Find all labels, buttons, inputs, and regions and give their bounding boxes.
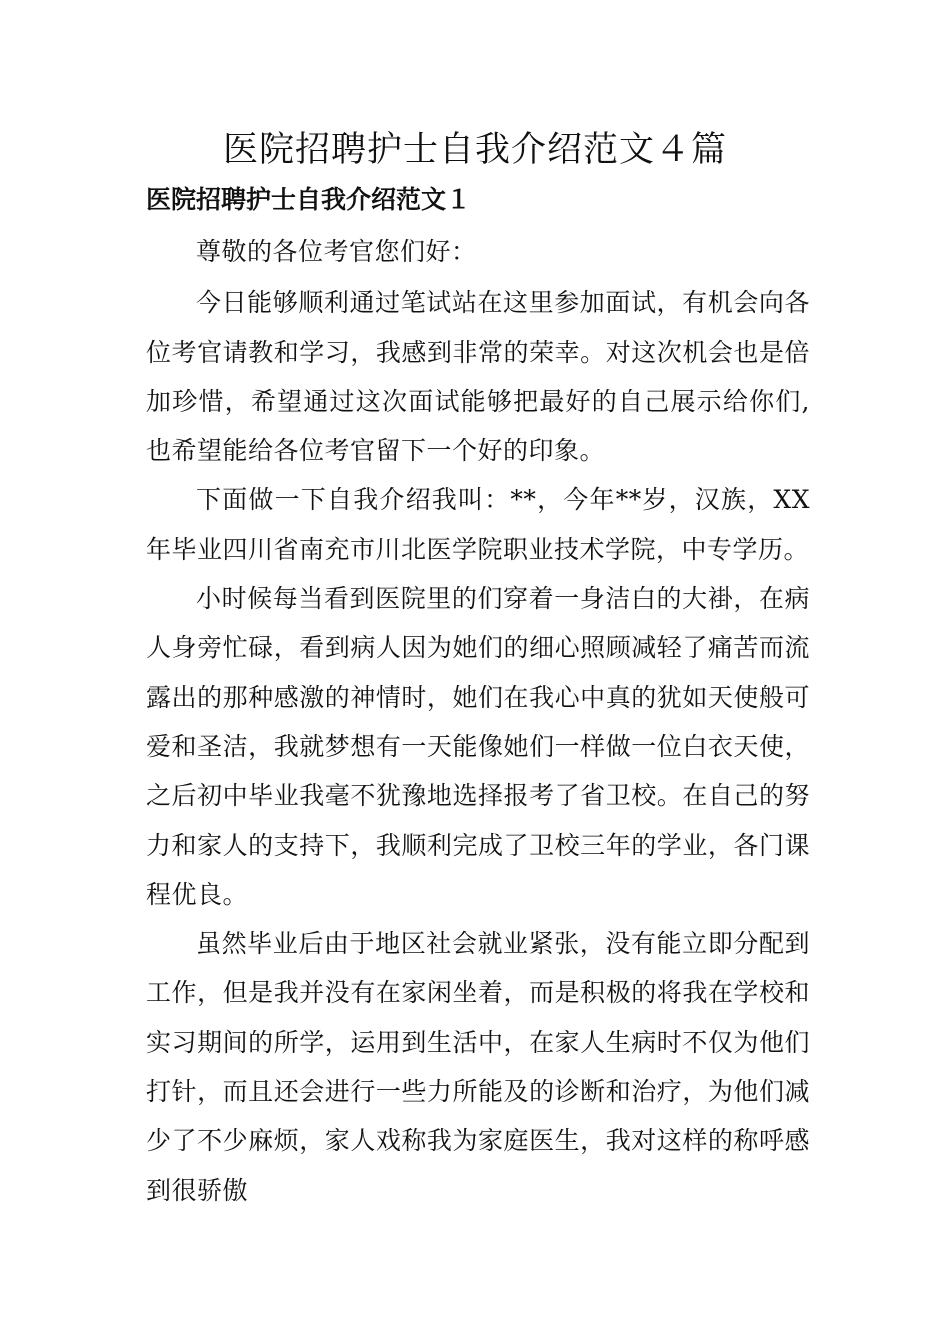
- paragraph-intro: 今日能够顺利通过笔试站在这里参加面试，有机会向各位考官请教和学习，我感到非常的荣幸。对这次机会也是倍加珍惜，希望通过这次面试能够把最好的自己展示给你们,也希望能给各位考官留下一个好的印象。: [146, 288, 810, 466]
- document-title: 医院招聘护士自我介绍范文４篇: [222, 130, 727, 170]
- document-body: [146, 227, 810, 1215]
- paragraph-greeting: 尊敬的各位考官您们好：: [196, 237, 477, 266]
- section-heading: 医院招聘护士自我介绍范文１: [146, 185, 472, 214]
- paragraph-after-graduation: 虽然毕业后由于地区社会就业紧张，没有能立即分配到工作，但是我并没有在家闲坐着，而是积极的将我在学校和实习期间的所学，运用到生活中，在家人生病时不仅为他们打针，而且还会进行一些力所能及的诊断和治疗，为他们减少了不少麻烦，家人戏称我为家庭医生，我对这样的称呼感到很骄傲: [146, 929, 810, 1205]
- paragraph-self-introduction: 下面做一下自我介绍我叫：**，今年**岁，汉族，XX年毕业四川省南充市川北医学院职业技术学院，中专学历。: [146, 485, 810, 564]
- paragraph-childhood: 小时候每当看到医院里的们穿着一身洁白的大褂，在病人身旁忙碌，看到病人因为她们的细心照顾减轻了痛苦而流露出的那种感激的神情时，她们在我心中真的犹如天使般可爱和圣洁，我就梦想有一天能像她们一样做一位白衣天使，之后初中毕业我毫不犹豫地选择报考了省卫校。在自己的努力和家人的支持下，我顺利完成了卫校三年的学业，各门课程优良。: [146, 584, 810, 909]
